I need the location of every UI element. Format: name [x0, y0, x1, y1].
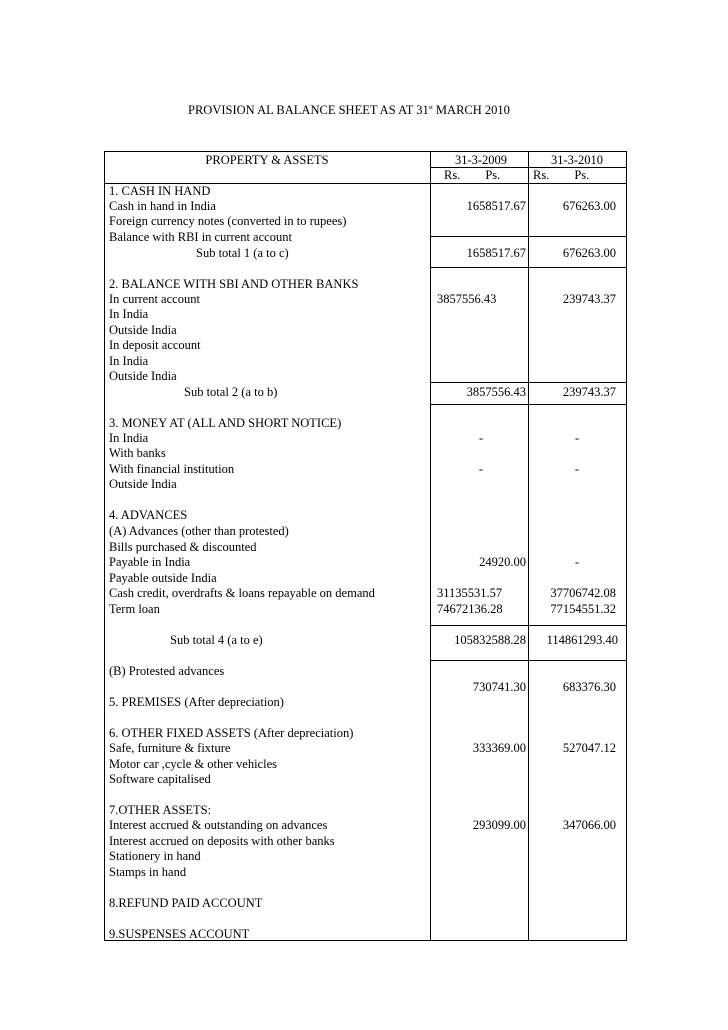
- section-heading: 6. OTHER FIXED ASSETS (After depreciation): [109, 726, 354, 740]
- subtotal-value-2010: 676263.00: [562, 246, 616, 260]
- row-label: Foreign currency notes (converted in to rupees): [109, 214, 347, 228]
- row-label: Safe, furniture & fixture: [109, 741, 231, 755]
- row-label: In current account: [109, 292, 200, 306]
- row-label: In India: [109, 307, 149, 321]
- row-label: Interest accrued & outstanding on advances: [109, 818, 328, 832]
- section-heading: 4. ADVANCES: [109, 508, 188, 522]
- row-value-2009: 1658517.67: [466, 199, 526, 213]
- section-heading: 7.OTHER ASSETS:: [109, 803, 212, 817]
- subtotal-label: Sub total 4 (a to e): [170, 633, 263, 647]
- row-label: Stationery in hand: [109, 849, 201, 863]
- row-label: Software capitalised: [109, 772, 211, 786]
- row-label: In deposit account: [109, 338, 201, 352]
- row-value-2009: 31135531.57: [437, 586, 503, 600]
- row-value-2010: 77154551.32: [550, 602, 616, 616]
- row-value-2010: 683376.30: [562, 680, 616, 694]
- table-top-border: [104, 151, 627, 152]
- row-label: (B) Protested advances: [109, 664, 225, 678]
- row-value-2009: 3857556.43: [437, 292, 497, 306]
- row-label: Outside India: [109, 323, 177, 337]
- row-value-2010: -: [574, 555, 580, 569]
- row-value-2010: -: [574, 462, 580, 476]
- subtotal-value-2009: 105832588.28: [454, 633, 526, 647]
- section-heading: 9.SUSPENSES ACCOUNT: [109, 927, 250, 941]
- row-label: Interest accrued on deposits with other banks: [109, 834, 335, 848]
- row-label: Balance with RBI in current account: [109, 230, 292, 244]
- subtotal-value-2010: 239743.37: [562, 385, 616, 399]
- row-value-2010: -: [574, 431, 580, 445]
- row-value-2010: 347066.00: [562, 818, 616, 832]
- subtotal-label: Sub total 2 (a to b): [184, 385, 278, 399]
- row-value-2009: 730741.30: [472, 680, 526, 694]
- subtotal-rule: [430, 267, 627, 268]
- row-label: (A) Advances (other than protested): [109, 524, 289, 538]
- subtotal-rule: [430, 404, 627, 405]
- header-col1-units: Rs. Ps.: [444, 168, 501, 182]
- subtotal-rule: [430, 660, 627, 661]
- row-label: Cash credit, overdrafts & loans repayable on demand: [109, 586, 375, 600]
- section-heading: 1. CASH IN HAND: [109, 184, 211, 198]
- row-label: Stamps in hand: [109, 865, 187, 879]
- row-value-2010: 239743.37: [562, 292, 616, 306]
- row-label: In India: [109, 354, 149, 368]
- row-value-2010: 527047.12: [562, 741, 616, 755]
- row-label: Payable outside India: [109, 571, 217, 585]
- section-heading: 2. BALANCE WITH SBI AND OTHER BANKS: [109, 277, 359, 291]
- section-heading: 8.REFUND PAID ACCOUNT: [109, 896, 263, 910]
- subtotal-rule: [430, 236, 627, 237]
- row-label: Payable in India: [109, 555, 191, 569]
- section-heading: 5. PREMISES (After depreciation): [109, 695, 284, 709]
- row-label: Outside India: [109, 477, 177, 491]
- section-heading: 3. MONEY AT (ALL AND SHORT NOTICE): [109, 416, 342, 430]
- subtotal-rule: [430, 625, 627, 626]
- header-property-assets: PROPERTY & ASSETS: [205, 153, 329, 167]
- row-label: With financial institution: [109, 462, 235, 476]
- subtotal-label: Sub total 1 (a to c): [196, 246, 289, 260]
- header-col2-units: Rs. Ps.: [533, 168, 590, 182]
- row-label: Bills purchased & discounted: [109, 540, 257, 554]
- row-value-2009: 293099.00: [472, 818, 526, 832]
- row-value-2009: 74672136.28: [437, 602, 503, 616]
- row-label: Term loan: [109, 602, 160, 616]
- row-label: Motor car ,cycle & other vehicles: [109, 757, 277, 771]
- table-left-border: [104, 151, 105, 941]
- page-title: PROVISION AL BALANCE SHEET AS AT 31st MARCH 2010: [188, 103, 510, 117]
- row-label: In India: [109, 431, 149, 445]
- row-value-2009: 333369.00: [472, 741, 526, 755]
- header-col1-date: 31-3-2009: [454, 153, 508, 167]
- row-label: Outside India: [109, 369, 177, 383]
- row-value-2009: -: [478, 431, 484, 445]
- row-label: Cash in hand in India: [109, 199, 216, 213]
- row-label: With banks: [109, 446, 166, 460]
- row-value-2009: 24920.00: [479, 555, 526, 569]
- header-col2-date: 31-3-2010: [550, 153, 604, 167]
- row-value-2009: -: [478, 462, 484, 476]
- table-right-border: [626, 151, 627, 941]
- subtotal-value-2009: 1658517.67: [466, 246, 526, 260]
- row-value-2010: 676263.00: [562, 199, 616, 213]
- subtotal-value-2009: 3857556.43: [466, 385, 526, 399]
- row-value-2010: 37706742.08: [550, 586, 616, 600]
- subtotal-rule: [430, 382, 627, 383]
- subtotal-value-2010: 114861293.40: [546, 633, 618, 647]
